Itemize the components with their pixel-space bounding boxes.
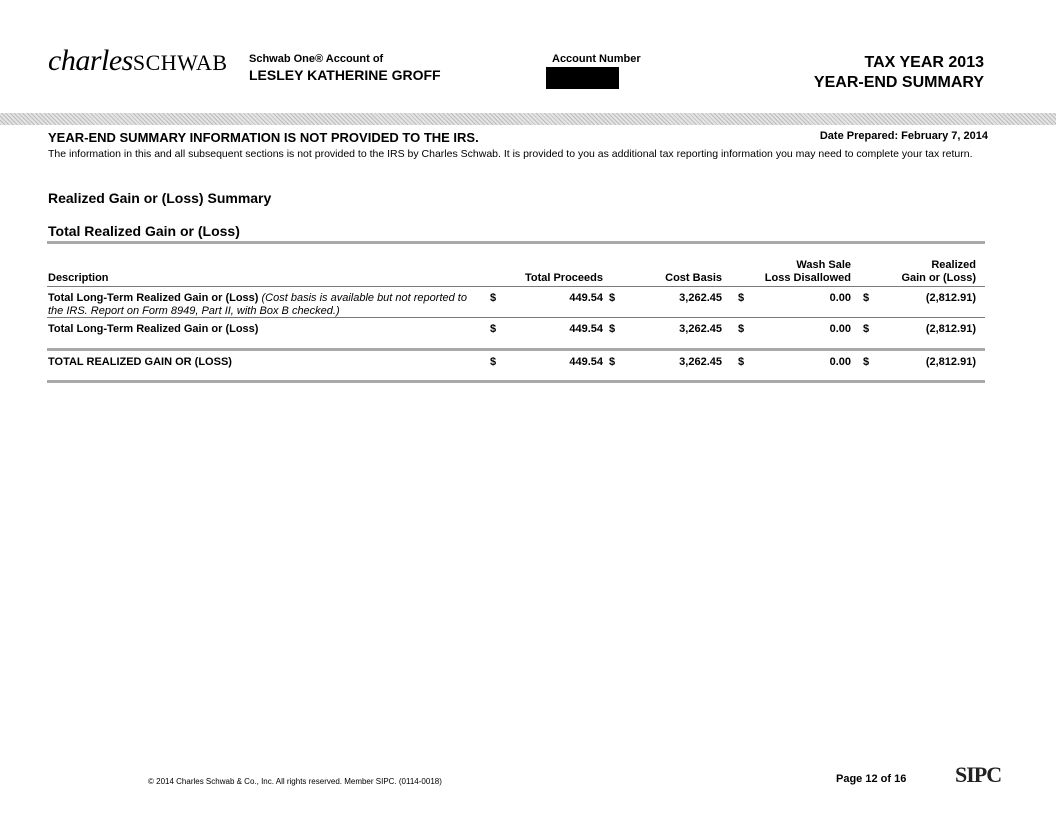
row-cost-basis: 3,262.45 [679, 323, 722, 335]
total-proceeds-value: 449.54 [569, 356, 603, 368]
currency-symbol: $ [738, 356, 745, 368]
row-label: Total Long-Term Realized Gain or (Loss) [48, 292, 259, 304]
header-realized-line1: Realized [931, 259, 976, 271]
currency-symbol: $ [490, 292, 497, 304]
header-realized-line2: Gain or (Loss) [901, 272, 976, 284]
total-row-description: TOTAL REALIZED GAIN OR (LOSS) [48, 356, 232, 368]
footer-copyright: © 2014 Charles Schwab & Co., Inc. All rights reserved. Member SIPC. (0114-0018) [148, 777, 442, 786]
currency-symbol: $ [609, 323, 616, 335]
account-holder-name: LESLEY KATHERINE GROFF [249, 67, 441, 83]
currency-symbol: $ [738, 292, 745, 304]
sipc-logo: SIPC [955, 762, 1002, 787]
charles-schwab-logo [48, 44, 228, 78]
notice-text: The information in this and all subsequent sections is not provided to the IRS by Charles Schwab. It is provided to you as additional tax reporting information you may need to complete your tax return. [48, 148, 973, 160]
currency-symbol: $ [863, 323, 870, 335]
header-total-proceeds: Total Proceeds [524, 272, 603, 284]
header-rule [47, 286, 985, 287]
row-wash-sale: 0.00 [829, 323, 851, 335]
notice-title: YEAR-END SUMMARY INFORMATION IS NOT PROVIDED TO THE IRS. [48, 130, 479, 145]
row-realized: (2,812.91) [925, 292, 976, 304]
row-rule [47, 317, 985, 318]
account-number-redacted [546, 67, 619, 89]
year-end-summary-title: YEAR-END SUMMARY [813, 74, 984, 91]
row-realized: (2,812.91) [925, 323, 976, 335]
row-cost-basis: 3,262.45 [679, 292, 722, 304]
account-type-label: Schwab One® Account of [249, 53, 384, 65]
header-wash-sale-line1: Wash Sale [796, 259, 851, 271]
page-number: Page 12 of 16 [836, 773, 907, 785]
total-cost-basis-value: 3,262.45 [679, 356, 722, 368]
table-bottom-rule [47, 380, 985, 383]
table-row-description [48, 292, 480, 318]
total-realized-value: (2,812.91) [925, 356, 976, 368]
header-cost-basis: Cost Basis [665, 272, 722, 284]
currency-symbol: $ [609, 356, 616, 368]
total-wash-sale-value: 0.00 [829, 356, 851, 368]
logo-script-text: charles [48, 44, 133, 77]
total-top-rule [47, 348, 985, 351]
currency-symbol: $ [609, 292, 616, 304]
subsection-title: Total Realized Gain or (Loss) [48, 223, 240, 239]
header-divider-pattern [0, 113, 1056, 125]
currency-symbol: $ [490, 356, 497, 368]
currency-symbol: $ [738, 323, 745, 335]
row-wash-sale: 0.00 [829, 292, 851, 304]
currency-symbol: $ [490, 323, 497, 335]
date-prepared: Date Prepared: February 7, 2014 [819, 130, 988, 142]
table-row-description: Total Long-Term Realized Gain or (Loss) [48, 323, 259, 335]
currency-symbol: $ [863, 292, 870, 304]
row-total-proceeds: 449.54 [569, 323, 603, 335]
table-top-rule [47, 241, 985, 244]
tax-year-title: TAX YEAR 2013 [864, 54, 984, 71]
row-note: (Cost basis is available but not reported to the IRS. Report on Form 8949, Part II, with Box B checked.) [48, 292, 467, 317]
header-wash-sale-line2: Loss Disallowed [764, 272, 851, 284]
logo-caps-text: SCHWAB [132, 50, 228, 75]
currency-symbol: $ [863, 356, 870, 368]
account-number-label: Account Number [552, 53, 641, 65]
row-total-proceeds: 449.54 [569, 292, 603, 304]
section-title: Realized Gain or (Loss) Summary [48, 190, 272, 206]
header-description: Description [48, 272, 109, 284]
